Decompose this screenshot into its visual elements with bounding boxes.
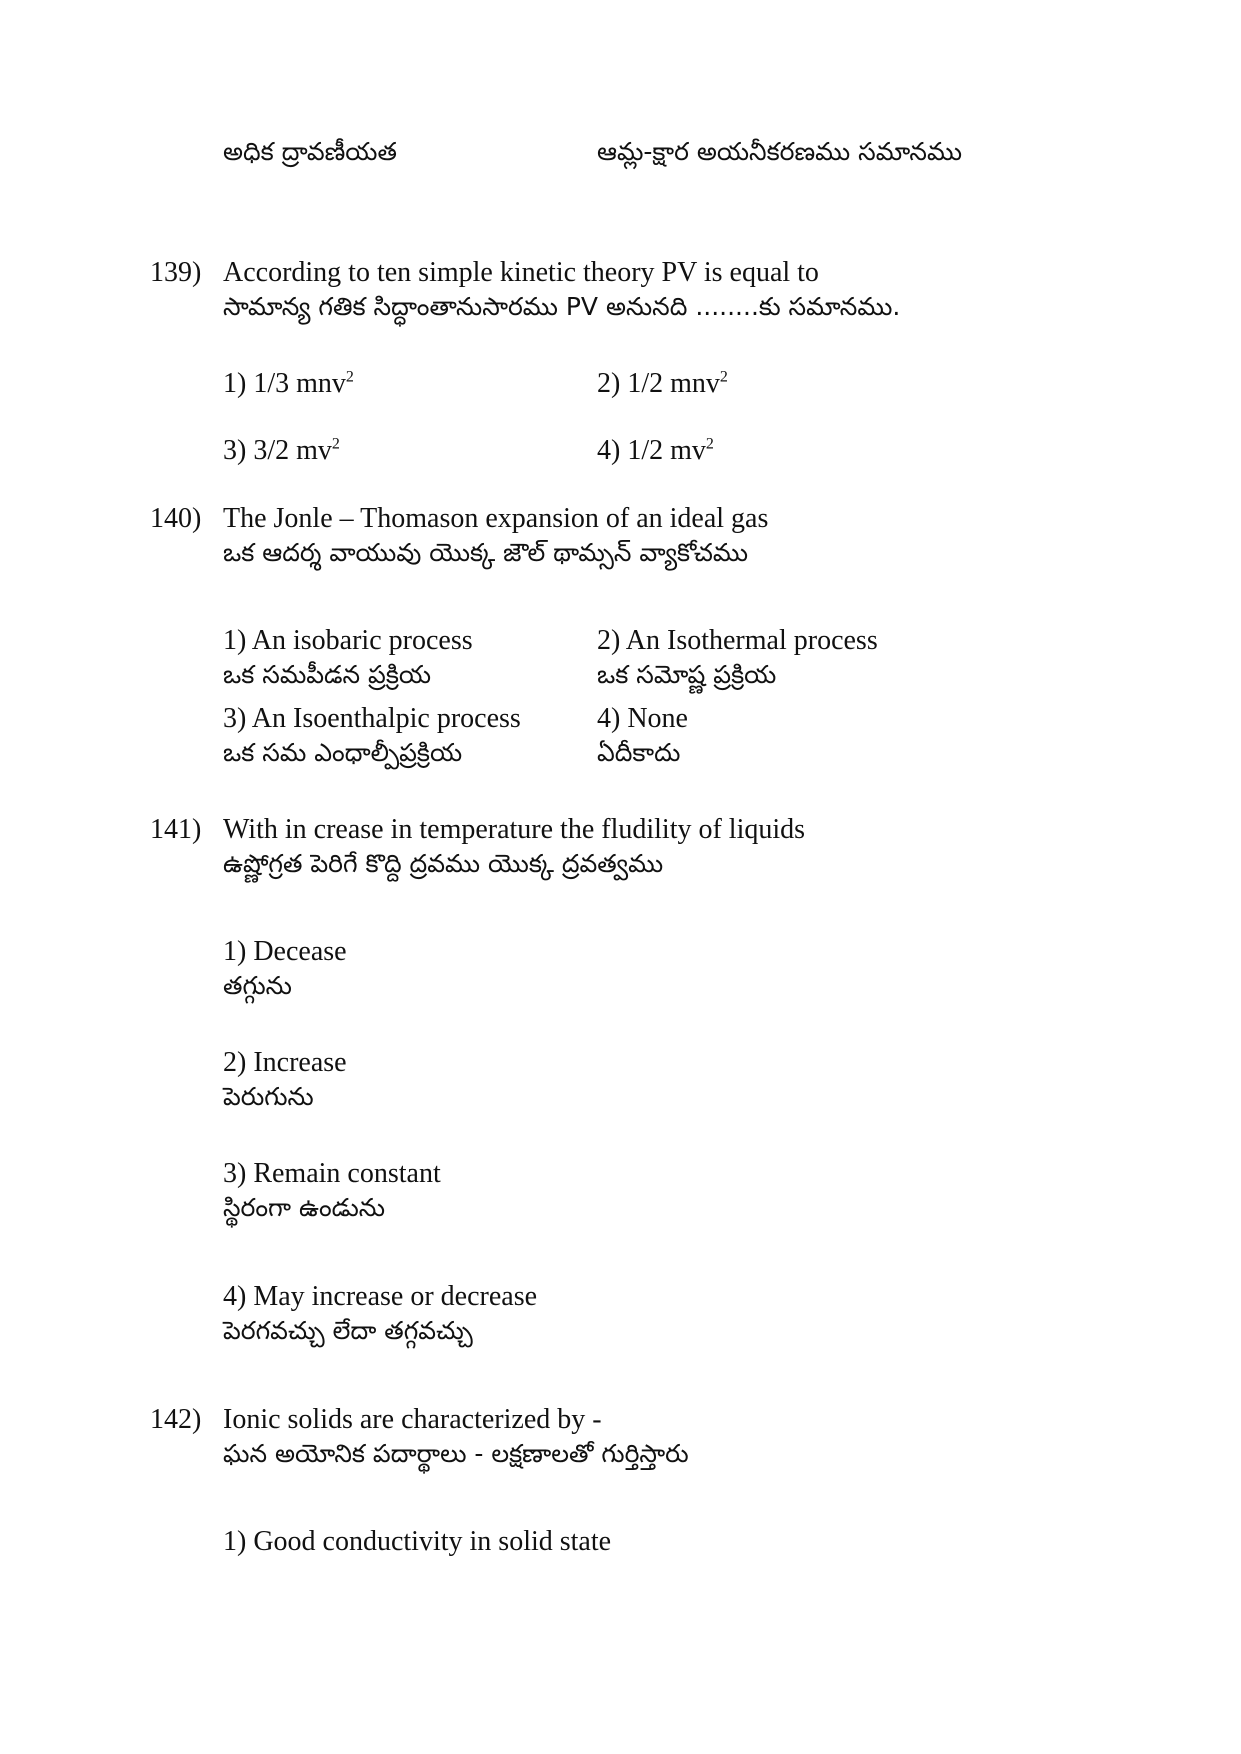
prev-option-right: ఆమ్ల-క్షార అయనీకరణము సమానము (597, 137, 963, 166)
option-140-3-english: 3) An Isoenthalpic process (223, 703, 521, 734)
question-139-english: According to ten simple kinetic theory PV is equal to (223, 257, 819, 288)
option-140-4-telugu: ఏదీకాదు (597, 738, 681, 767)
question-142-english: Ionic solids are characterized by - (223, 1404, 602, 1435)
question-number-140: 140) (150, 503, 202, 534)
option-140-3-telugu: ఒక సమ ఎంధాల్పీప్రక్రియ (223, 738, 463, 767)
option-141-2-english: 2) Increase (223, 1047, 347, 1078)
prev-option-left: అధిక ద్రావణీయత (223, 137, 397, 166)
option-140-1-english: 1) An isobaric process (223, 625, 473, 656)
option-140-1-telugu: ఒక సమపీడన ప్రక్రియ (223, 660, 432, 689)
option-141-3-telugu: స్థిరంగా ఉండును (223, 1193, 385, 1222)
question-140-telugu: ఒక ఆదర్శ వాయువు యొక్క జౌల్ థామ్సన్ వ్యాకోచము (223, 538, 748, 567)
option-140-4-english: 4) None (597, 703, 688, 734)
option-140-2-telugu: ఒక సమోష్ణ ప్రక్రియ (597, 660, 777, 689)
question-142-telugu: ఘన అయోనిక పదార్థాలు - లక్షణాలతో గుర్తిస్తారు (223, 1439, 689, 1468)
option-140-2-english: 2) An Isothermal process (597, 625, 878, 656)
option-139-2: 2) 1/2 mnv$^2$ (597, 368, 728, 399)
question-139-telugu: సామాన్య గతిక సిద్ధాంతానుసారము PV అనునది ........కు సమానము. (223, 292, 901, 321)
question-number-142: 142) (150, 1404, 202, 1435)
option-142-1-english: 1) Good conductivity in solid state (223, 1526, 612, 1557)
question-number-141: 141) (150, 814, 202, 845)
option-139-3: 3) 3/2 $mv^2$ (223, 435, 340, 466)
option-141-1-english: 1) Decease (223, 936, 347, 967)
option-141-2-telugu: పెరుగును (223, 1082, 314, 1111)
option-141-1-telugu: తగ్గును (223, 971, 292, 1000)
question-141-telugu: ఉష్ణోగ్రత పెరిగే కొద్ది ద్రవము యొక్క ద్రవత్వము (223, 849, 664, 878)
option-141-3-english: 3) Remain constant (223, 1158, 441, 1189)
question-number-139: 139) (150, 257, 202, 288)
option-139-1: 1) 1/3 mnv$^2$ (223, 368, 354, 399)
option-141-4-english: 4) May increase or decrease (223, 1281, 538, 1312)
option-141-4-telugu: పెరగవచ్చు లేదా తగ్గవచ్చు (223, 1316, 473, 1345)
question-140-english: The Jonle – Thomason expansion of an ideal gas (223, 503, 769, 534)
question-141-english: With in crease in temperature the fludility of liquids (223, 814, 806, 845)
option-139-4: 4) 1/2 $mv^2$ (597, 435, 714, 466)
